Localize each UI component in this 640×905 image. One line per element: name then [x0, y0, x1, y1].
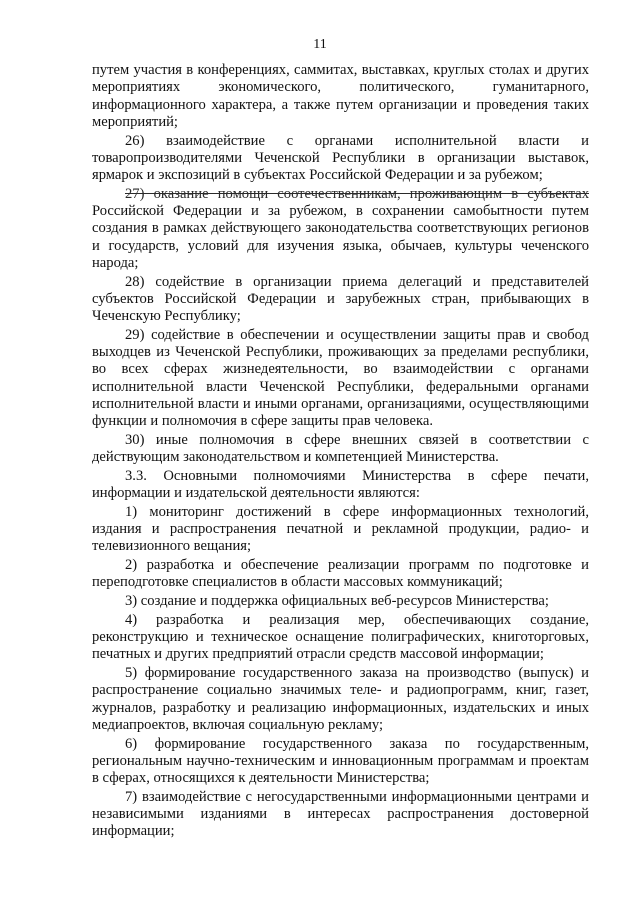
paragraph-26: 26) взаимодействие с органами исполнительной власти и товаропроизводителями Чеченской Республики в организации выставок, ярмарок и экспозиций в субъектах Российской Федерации и за рубежом;: [92, 132, 589, 183]
section-3-3-heading: 3.3. Основными полномочиями Министерства в сфере печати, информации и издательской деятельности являются:: [92, 467, 589, 501]
document-body: [92, 62, 589, 842]
paragraph-30: 30) иные полномочия в сфере внешних связей в соответствии с действующим законодательством и компетенцией Министерства.: [92, 431, 589, 465]
page-number: 11: [313, 37, 327, 52]
item-3: 3) создание и поддержка официальных веб-ресурсов Министерства;: [125, 593, 549, 609]
item-4: 4) разработка и реализация мер, обеспечивающих создание, реконструкцию и техническое оснащение полиграфических, книготорговых, печатных и других предприятий отрасли средств массовой информации;: [92, 611, 589, 663]
item-1: 1) мониторинг достижений в сфере информационных технологий, издания и распространения печатной и рекламной продукции, радио- и телевизионного вещания;: [92, 503, 589, 555]
paragraph-29: 29) содействие в обеспечении и осуществлении защиты прав и свобод выходцев из Чеченской Республики, проживающих за пределами республики, во всех сферах жизнедеятельности, во взаимодействии с органами исполнительной власти Чеченской Республики, федеральными органами исполнительной власти и иными органами, организациями, осуществляющими функции и полномочия в сфере защиты прав человека.: [92, 326, 589, 429]
item-7: 7) взаимодействие с негосударственными информационными центрами и независимыми изданиями в интересах распространения достоверной информации;: [92, 788, 589, 840]
paragraph-27: [92, 186, 589, 272]
item-5: 5) формирование государственного заказа на производство (выпуск) и распространение социально значимых теле- и радиопрограмм, книг, газет, журналов, разработку и реализацию информационных, издательских и иных медиапроектов, включая социальную рекламу;: [92, 665, 589, 733]
paragraph-28: 28) содействие в организации приема делегаций и представителей субъектов Российской Федерации и зарубежных стран, прибывающих в Чеченскую Республику;: [92, 273, 589, 324]
paragraph-continuation: путем участия в конференциях, саммитах, выставках, круглых столах и других мероприятиях экономического, политического, гуманитарного, информационного характера, а также путем организации и проведения таких мероприятий;: [92, 62, 589, 130]
item-2: 2) разработка и обеспечение реализации программ по подготовке и переподготовке специалистов в области массовых коммуникаций;: [92, 557, 589, 591]
item-6: 6) формирование государственного заказа по государственным, региональным научно-техническим и инновационным программам и проектам в сферах, относящихся к деятельности Министерства;: [92, 735, 589, 786]
paragraph-27-text: Российской Федерации и за рубежом, в сохранении самобытности путем создания в рамках действующего законодательства соответствующих регионов и государств, условий для изучения языка, обычаев, культуры чеченского народа;: [92, 203, 589, 271]
struck-text: 27) оказание помощи соотечественникам, проживающим в субъектах: [125, 185, 589, 202]
